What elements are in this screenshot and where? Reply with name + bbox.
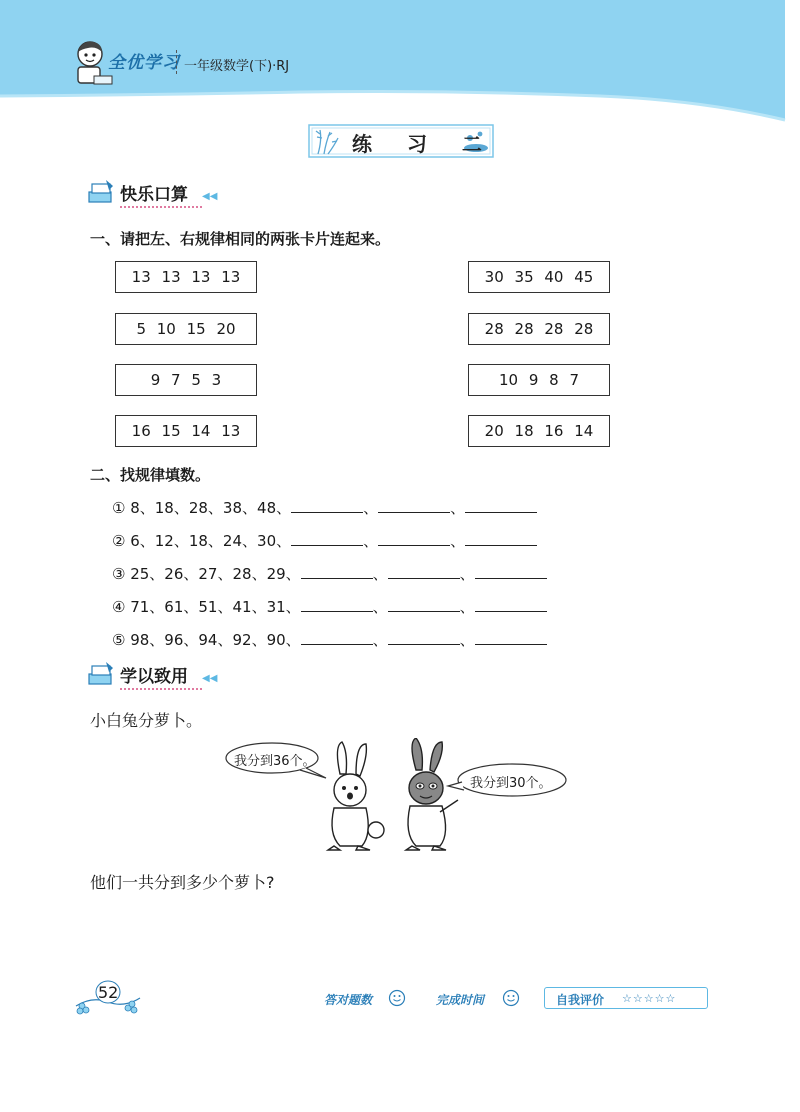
book-subtitle: 一年级数学(下)·RJ	[184, 59, 290, 74]
separator: 、	[372, 631, 388, 649]
right-card[interactable]: 30 35 40 45	[468, 261, 610, 293]
right-card[interactable]: 28 28 28 28	[468, 313, 610, 345]
self-rating-label: 自我评价	[556, 993, 605, 1007]
answer-blank[interactable]	[388, 630, 460, 645]
sequence-row	[112, 530, 537, 551]
answer-blank[interactable]	[291, 531, 363, 546]
sequence-text: ② 6、12、18、24、30、	[112, 532, 292, 550]
banner-dots	[120, 688, 202, 690]
sequence-text: ① 8、18、28、38、48、	[112, 499, 292, 517]
speech-bubble-left: 我分到36个。	[234, 754, 316, 769]
books-icon	[86, 660, 116, 688]
completion-time-label: 完成时间	[436, 993, 485, 1007]
header-divider	[176, 50, 178, 74]
answer-blank[interactable]	[378, 531, 450, 546]
separator: 、	[459, 631, 475, 649]
separator: 、	[450, 499, 466, 517]
section-banner-oral: 快乐口算	[120, 185, 188, 205]
answer-blank[interactable]	[465, 498, 537, 513]
story-intro: 小白兔分萝卜。	[90, 711, 203, 730]
answer-blank[interactable]	[475, 630, 547, 645]
separator: 、	[459, 598, 475, 616]
right-card[interactable]: 10 9 8 7	[468, 364, 610, 396]
answer-blank[interactable]	[465, 531, 537, 546]
right-card[interactable]: 20 18 16 14	[468, 415, 610, 447]
answer-blank[interactable]	[388, 597, 460, 612]
answer-blank[interactable]	[388, 564, 460, 579]
answer-blank[interactable]	[475, 597, 547, 612]
books-icon	[86, 178, 116, 206]
question-1-prompt: 一、请把左、右规律相同的两张卡片连起来。	[90, 230, 391, 248]
page-title: 练 习 二	[352, 132, 496, 156]
separator: 、	[372, 598, 388, 616]
brand-logo-text: 全优学习	[108, 53, 180, 73]
answer-blank[interactable]	[475, 564, 547, 579]
answer-blank[interactable]	[301, 564, 373, 579]
section-banner-apply: 学以致用	[120, 667, 188, 687]
separator: 、	[363, 532, 379, 550]
page-number: 52	[98, 983, 119, 1002]
sequence-row	[112, 629, 547, 650]
correct-count-label: 答对题数	[324, 993, 373, 1007]
answer-blank[interactable]	[378, 498, 450, 513]
left-card[interactable]: 16 15 14 13	[115, 415, 257, 447]
sequence-row	[112, 497, 537, 518]
sequence-row	[112, 596, 547, 617]
smiley-icon	[502, 989, 520, 1007]
left-card[interactable]: 5 10 15 20	[115, 313, 257, 345]
answer-blank[interactable]	[301, 630, 373, 645]
sequence-row	[112, 563, 547, 584]
story-question: 他们一共分到多少个萝卜?	[90, 873, 275, 892]
answer-blank[interactable]	[291, 498, 363, 513]
separator: 、	[363, 499, 379, 517]
separator: 、	[459, 565, 475, 583]
speech-bubble-right: 我分到30个。	[470, 776, 552, 791]
left-card[interactable]: 13 13 13 13	[115, 261, 257, 293]
sequence-text: ③ 25、26、27、28、29、	[112, 565, 301, 583]
smiley-icon	[388, 989, 406, 1007]
banner-arrow-icon: ◀◀	[202, 673, 218, 684]
rating-stars[interactable]: ☆☆☆☆☆	[622, 992, 677, 1005]
banner-arrow-icon: ◀◀	[202, 191, 218, 202]
question-2-prompt: 二、找规律填数。	[90, 466, 211, 484]
separator: 、	[450, 532, 466, 550]
separator: 、	[372, 565, 388, 583]
left-card[interactable]: 9 7 5 3	[115, 364, 257, 396]
banner-dots	[120, 206, 202, 208]
sequence-text: ⑤ 98、96、94、92、90、	[112, 631, 301, 649]
answer-blank[interactable]	[301, 597, 373, 612]
sequence-text: ④ 71、61、51、41、31、	[112, 598, 301, 616]
